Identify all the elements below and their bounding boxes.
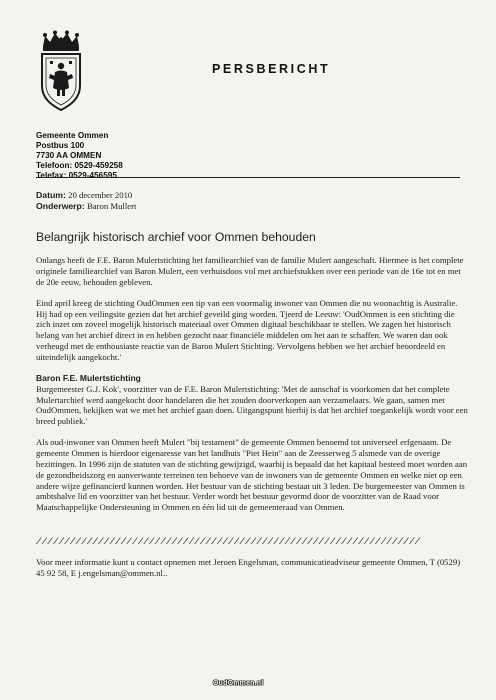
paragraph-oudommen: Eind april kreeg de stichting OudOmmen een tip van een voormalig inwoner van Ommen die nu woonachtig is Australie. Hij had op een veilingsite gezien dat het archief geveild ging worden. Tjeerd de Leeuw: 'OudOmmen is een stichting die zich inzet om zoveel mogelijk historisch materiaal over Ommen digitaal beschikbaar te stellen. We zagen het historisch belang van het archief direct in en hebben gezocht naar financiële middelen om het aan te schaffen. We waren dan ook verheugd met de enthousiaste reactie van de Baron Mulert Stichting. Vervolgens hebben we het archief beoordeeld en uiteindelijk aangekocht.': [36, 297, 458, 362]
coat-of-arms-icon: [36, 30, 86, 112]
sender-address-block: [36, 131, 123, 181]
watermark-logo: OudOmmen.nl: [213, 680, 264, 687]
slash-divider: ////////////////////////////////////////////////////////////////////: [36, 537, 421, 547]
date-label: Datum:: [36, 190, 66, 200]
subject-value: Baron Mullert: [86, 200, 137, 211]
subject-label: Onderwerp:: [36, 200, 85, 211]
contact-paragraph: Voor meer informatie kunt u contact opnemen met Jeroen Engelsman, communicatieadviseur gemeente Ommen, T (0529) 45 92 58, E j.engelsman@ommen.nl..: [36, 557, 461, 578]
press-release-title: Belangrijk historisch archief voor Ommen behouden: [36, 230, 316, 244]
meta-block: [36, 190, 136, 211]
sender-postbus: Postbus 100: [36, 140, 85, 150]
sender-telefoon: Telefoon: 0529-459258: [36, 160, 123, 170]
header-divider: [36, 177, 460, 178]
sender-city: 7730 AA OMMEN: [36, 150, 102, 160]
date-row: [36, 190, 136, 201]
paragraph-intro: Onlangs heeft de F.E. Baron Mulertstichting het familiearchief van de familie Mulert aangeschaft. Hiermee is het complete originele familiearchief van Baron Mulert, een verhuisdoos vol met archiefstukken over een periode van de 16e tot en met de 20e eeuw, behouden gebleven.: [36, 255, 464, 287]
section-subheading: Baron F.E. Mulertstichting: [36, 372, 141, 383]
sender-telefax: Telefax: 0529-456595: [36, 170, 117, 180]
shield-icon: [42, 54, 80, 110]
crown-icon: [43, 31, 79, 52]
paragraph-burgemeester: Burgemeester G.J. Kok', voorzitter van de F.E. Baron Mulertstichting: 'Met de aanschaf is voorkomen dat het complete Mulertarchief werd aangekocht door handelaren die het zouden doorverkopen aan verzamelaars. We gaan, samen met OudOmmen, bekijken wat we met het archief gaan doen. Uitgangspunt hierbij is dat het archief toegankelijk wordt voor een breed publiek.': [36, 383, 468, 427]
subject-row: [36, 201, 136, 212]
paragraph-testament: Als oud-inwoner van Ommen heeft Mulert "bij testament" de gemeente Ommen benoemd tot universeel erfgenaam. De gemeente Ommen is hierdoor eigenaresse van het landhuis "Piet Hein" aan de Zeesserweg 5 alsmede van de overige bezittingen. In 1996 zijn de statuten van de stichting gewijzigd, waarbij is bepaald dat het kapitaal besteed moet worden aan de gezondheidszorg en aanverwante terreinen ten behoeve van de inwoners van de gemeente Ommen en welke niet op een andere wijze gefinancierd kunnen worden. Het bestuur van de stichting bestaat uit 3 leden. De burgemeester van Ommen is ambtshalve lid en voorzitter van het bestuur. Verder wordt het bestuur gevormd door de voorzitter van de Raad voor Maatschappelijke Ondersteuning in Ommen en één lid uit de gemeenteraad van Ommen.: [36, 437, 468, 513]
document-type-heading: PERSBERICHT: [212, 62, 331, 76]
date-value: 20 december 2010: [68, 190, 133, 200]
sender-organisation: Gemeente Ommen: [36, 131, 109, 140]
press-release-body: [36, 255, 468, 513]
